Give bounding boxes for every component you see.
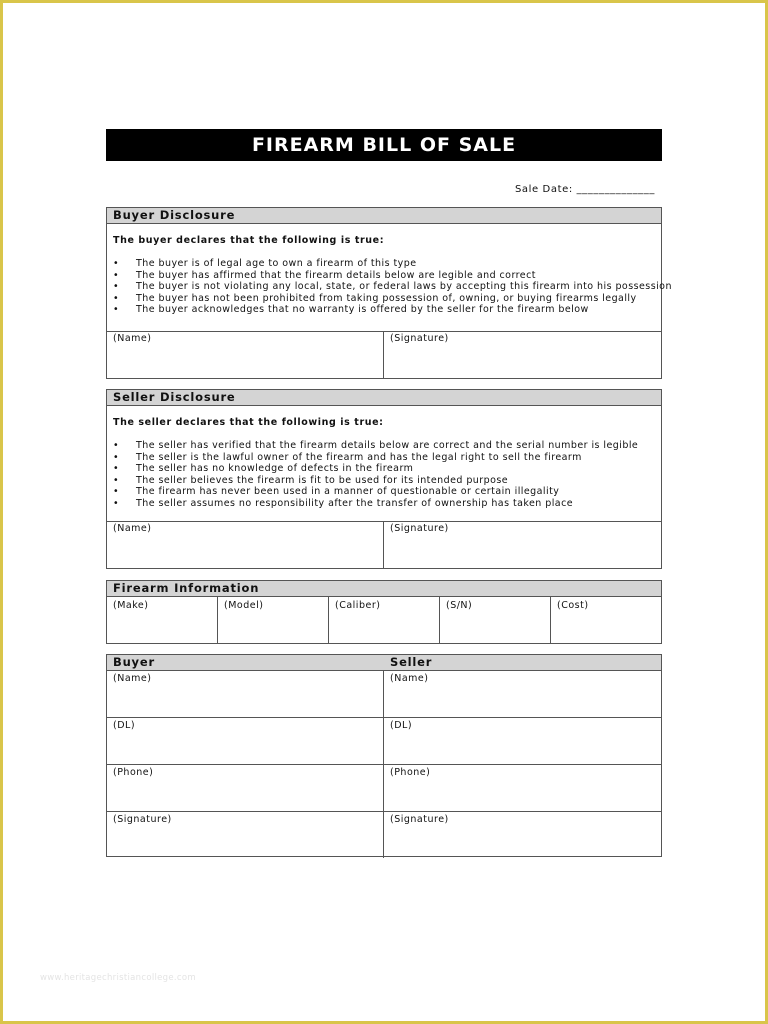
list-item: • The seller assumes no responsibility after the transfer of ownership has taken place: [107, 498, 661, 510]
seller-signature-field[interactable]: (Signature): [390, 814, 449, 825]
seller-declaration: The seller declares that the following is true:: [113, 417, 384, 428]
list-item: • The firearm has never been used in a manner of questionable or certain illegality: [107, 486, 661, 498]
serial-number-field[interactable]: (S/N): [440, 597, 551, 643]
list-item: • The buyer is of legal age to own a firearm of this type: [107, 258, 661, 270]
list-item: • The seller has verified that the firearm details below are correct and the serial number is legible: [107, 440, 661, 452]
table-row: [107, 812, 661, 858]
list-item: • The buyer is not violating any local, state, or federal laws by accepting this firearm into his possession: [107, 281, 661, 293]
buyer-disclosure-header: Buyer Disclosure: [107, 208, 661, 224]
firearm-information-header: Firearm Information: [107, 581, 661, 597]
seller-disclosure-sign-row: [107, 521, 661, 568]
table-row: [107, 718, 661, 765]
watermark: www.heritagechristiancollege.com: [40, 973, 196, 983]
seller-disclosure-header: Seller Disclosure: [107, 390, 661, 406]
cost-field[interactable]: (Cost): [557, 600, 589, 611]
firearm-information-section: [106, 580, 662, 644]
list-item: • The seller has no knowledge of defects in the firearm: [107, 463, 661, 475]
seller-disclosure-name-field[interactable]: (Name): [107, 522, 384, 568]
buyer-name-field[interactable]: (Name): [107, 671, 384, 717]
parties-section: [106, 654, 662, 857]
seller-disclosure-section: [106, 389, 662, 569]
list-item: • The buyer has not been prohibited from taking possession of, owning, or buying firearms legally: [107, 293, 661, 305]
seller-phone-field[interactable]: (Phone): [390, 767, 431, 778]
buyer-disclosure-sign-row: [107, 331, 661, 378]
buyer-declaration: The buyer declares that the following is true:: [113, 235, 385, 246]
seller-dl-field[interactable]: (DL): [390, 720, 413, 731]
firearm-information-row: [107, 597, 661, 643]
list-item: • The buyer has affirmed that the firearm details below are legible and correct: [107, 270, 661, 282]
seller-header: Seller: [390, 655, 433, 669]
caliber-field[interactable]: (Caliber): [329, 597, 440, 643]
buyer-dl-field[interactable]: (DL): [107, 718, 384, 764]
buyer-disclosure-signature-field[interactable]: (Signature): [390, 333, 449, 344]
buyer-disclosure-section: [106, 207, 672, 379]
form-title: FIREARM BILL OF SALE: [106, 129, 662, 161]
list-item: • The buyer acknowledges that no warranty is offered by the seller for the firearm below: [107, 304, 661, 316]
buyer-phone-field[interactable]: (Phone): [107, 765, 384, 811]
table-row: [107, 671, 661, 718]
parties-header: [107, 655, 661, 671]
make-field[interactable]: (Make): [107, 597, 218, 643]
table-row: [107, 765, 661, 812]
list-item: • The seller is the lawful owner of the firearm and has the legal right to sell the firearm: [107, 452, 661, 464]
buyer-signature-field[interactable]: (Signature): [107, 812, 384, 858]
seller-disclosure-signature-field[interactable]: (Signature): [390, 523, 449, 534]
sale-date-field[interactable]: Sale Date: ______________: [514, 184, 655, 195]
seller-declaration-list: [107, 440, 661, 509]
model-field[interactable]: (Model): [218, 597, 329, 643]
buyer-header: Buyer: [113, 655, 155, 669]
list-item: • The seller believes the firearm is fit to be used for its intended purpose: [107, 475, 661, 487]
seller-name-field[interactable]: (Name): [390, 673, 429, 684]
buyer-disclosure-name-field[interactable]: (Name): [107, 332, 384, 378]
buyer-declaration-list: [107, 258, 672, 316]
